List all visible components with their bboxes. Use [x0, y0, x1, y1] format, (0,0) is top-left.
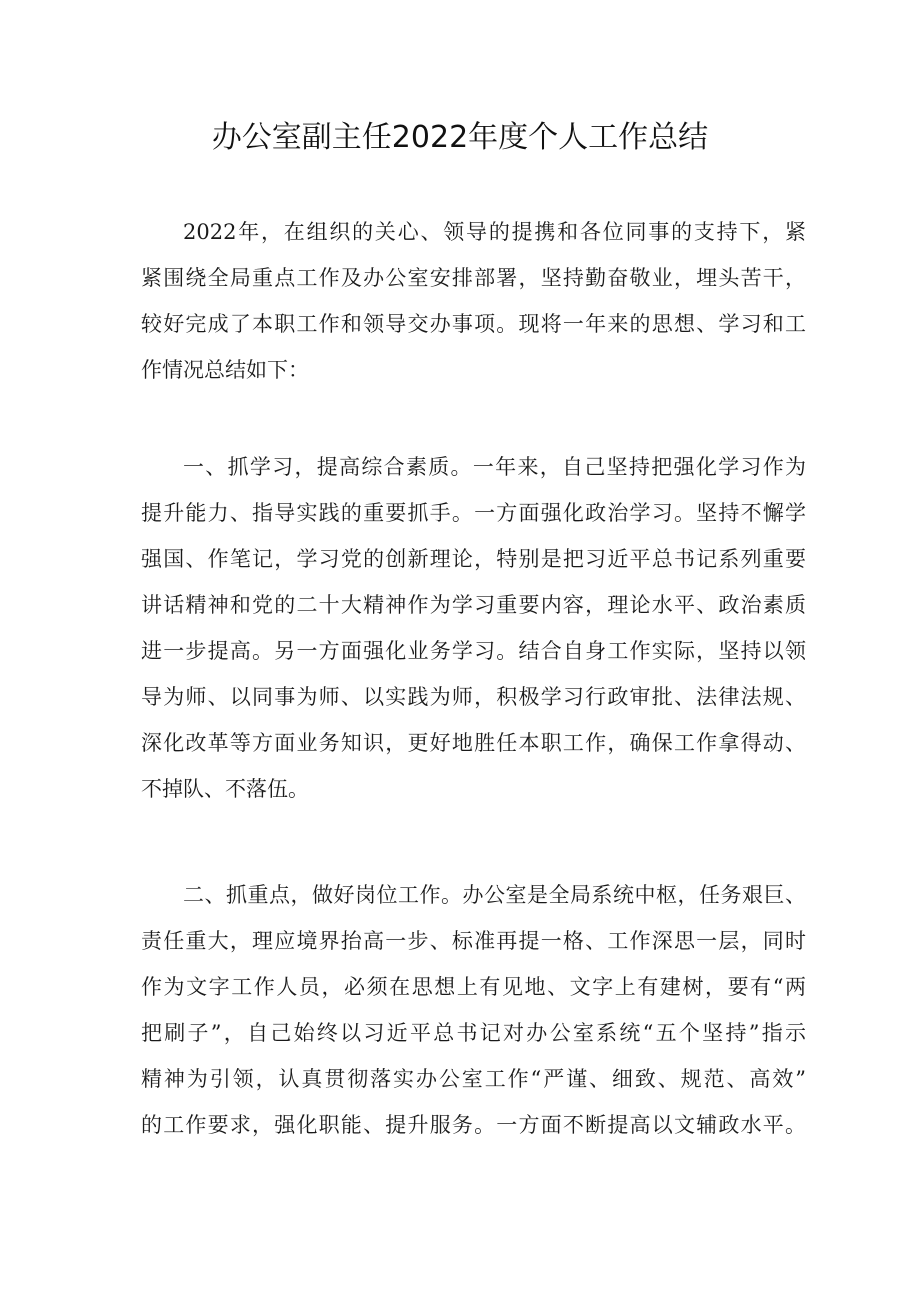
paragraph-line: 精神为引领，认真贯彻落实办公室工作“严谨、细致、规范、高效” [141, 1067, 806, 1091]
paragraph-line: 较好完成了本职工作和领导交办事项。现将一年来的思想、学习和工 [141, 312, 806, 336]
paragraph-line: 紧围绕全局重点工作及办公室安排部署，坚持勤奋敬业，埋头苦干， [141, 266, 806, 290]
paragraph-line: 讲话精神和党的二十大精神作为学习重要内容，理论水平、政治素质 [141, 593, 806, 617]
paragraph-line: 把刷子”，自己始终以习近平总书记对办公室系统“五个坚持”指示 [141, 1021, 806, 1045]
paragraph-line: 进一步提高。另一方面强化业务学习。结合自身工作实际，坚持以领 [141, 639, 806, 663]
paragraph-focus [141, 872, 806, 1148]
paragraph-line: 强国、作笔记，学习党的创新理论，特别是把习近平总书记系列重要 [141, 547, 806, 571]
paragraph-line: 提升能力、指导实践的重要抓手。一方面强化政治学习。坚持不懈学 [141, 501, 806, 525]
paragraph-line: 2022年，在组织的关心、领导的提携和各位同事的支持下，紧 [183, 220, 806, 244]
paragraph-line: 一、抓学习，提高综合素质。一年来，自己坚持把强化学习作为 [183, 455, 806, 479]
paragraph-line: 作为文字工作人员，必须在思想上有见地、文字上有建树，要有“两 [141, 975, 806, 999]
paragraph-line: 不掉队、不落伍。 [141, 777, 309, 801]
document-title: 办公室副主任2022年度个人工作总结 [211, 120, 709, 155]
paragraph-line: 导为师、以同事为师、以实践为师，积极学习行政审批、法律法规、 [141, 685, 806, 709]
paragraph-line: 作情况总结如下： [141, 358, 309, 382]
paragraph-study [141, 444, 806, 812]
paragraph-line: 的工作要求，强化职能、提升服务。一方面不断提高以文辅政水平。 [141, 1113, 806, 1137]
paragraph-intro [141, 209, 806, 393]
paragraph-line: 责任重大，理应境界抬高一步、标准再提一格、工作深思一层，同时 [141, 929, 806, 953]
paragraph-line: 二、抓重点，做好岗位工作。办公室是全局系统中枢，任务艰巨、 [183, 883, 806, 907]
paragraph-line: 深化改革等方面业务知识，更好地胜任本职工作，确保工作拿得动、 [141, 731, 806, 755]
